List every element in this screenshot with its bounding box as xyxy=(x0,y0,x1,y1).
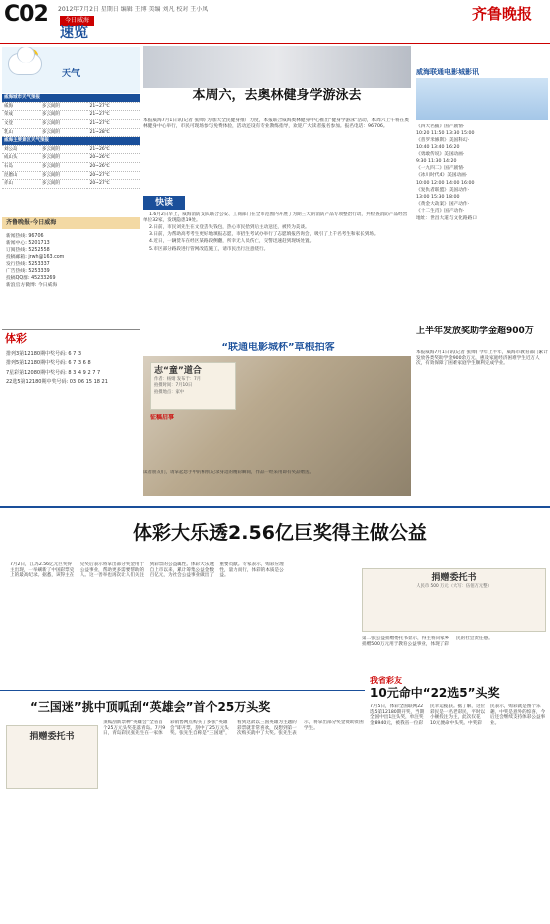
news-item: 3.日前，为帮助高考考生更好地填报志愿，市招生考试办举行了志愿填报咨询会，吸引了上千名考生和家长到场。 xyxy=(149,232,379,238)
schedule-line: 《一九四二》国产剧情· xyxy=(416,166,465,172)
city-weather-title: 威海城市天气预报 xyxy=(2,94,140,102)
contact-line: 投稿邮箱: jrwh@163.com xyxy=(6,254,65,260)
section-title: 速览 xyxy=(60,25,88,41)
contact-line: 投稿QQ群: 45233269 xyxy=(6,275,56,281)
lottery-body: 7月2日，江苏2.56亿元巨奖得主出现，一举刷新了中国彩票史上的最高纪录。据悉，该得主在兑奖后表示将拿出部分奖金用于公益事业，帮助更多需要帮助的人。这一善举也再次让人们关注到彩票的公益属性。体彩大乐透自上市以来，累计筹集公益金数百亿元，为社会公益事业做出了重要贡献。专家表示，购彩应理性，量力而行，体彩的本质是公益。 xyxy=(10,562,284,579)
cheque-title: 捐赠委托书 xyxy=(29,732,75,742)
today-weihai-tag: 今日威海 xyxy=(60,16,94,26)
news-item: 5.市区部分路段进行管网改造施工，请市民出行注意绕行。 xyxy=(149,246,269,252)
table-row: 成山头 多云间阴 20~26℃ xyxy=(2,154,140,163)
table-row: 昆嵛山 多云间阴 20~27℃ xyxy=(2,171,140,180)
contact-line: 新浪官方微博: 今日威海 xyxy=(6,282,58,288)
scholarship-body: 本报威海7月1日讯(记者 张帅) 今年上半年，威海市教育部门累计发放各类奖助学金900余万元，惠及家庭经济困难学生近万人次，有效保障了困难家庭学生顺利完成学业。 xyxy=(416,350,548,367)
news-item: 2.日前，市民刘先生在文登丢失钱包，热心市民拾到后主动送还，被传为美谈。 xyxy=(149,224,310,230)
photo-contest-title: “联通电影城杯”草根拍客 xyxy=(221,342,335,353)
schedule-line: 13:00 15:30 18:00 xyxy=(416,194,460,200)
page-header xyxy=(0,0,550,44)
cinema-schedule xyxy=(416,124,548,324)
photo-card-line: 拍摄地点：家中 xyxy=(154,389,185,395)
quick-read-tag: 快读 xyxy=(143,196,185,210)
table-row: 乳山 多云间阴 21~28℃ xyxy=(2,128,140,137)
table-row: 文登 多云间阴 21~27℃ xyxy=(2,119,140,128)
news-item: 4.近日，一辆货车在经区某路段侧翻，所幸无人员伤亡，交警迅速赶到现场处置。 xyxy=(149,239,315,245)
photo-card-title: 志“童”道合 xyxy=(154,366,202,376)
lottery-item: 排列3第12180期中奖号码: 6 7 3 xyxy=(6,351,82,357)
schedule-line: 《复仇者联盟》美国动作· xyxy=(416,187,470,193)
cinema-title: 威海联通电影城影讯 xyxy=(416,68,479,76)
call-for-entries: 征稿启事 xyxy=(150,414,175,421)
table-row: 威海 多云间阴 21~27℃ xyxy=(2,102,140,111)
contact-line: 新闻热线: 96706 xyxy=(6,234,44,239)
scenic-weather-title: 威海主要景区天气预报 xyxy=(2,137,140,146)
schedule-line: 《十二生肖》国产动作· xyxy=(416,208,465,214)
lottery-item: 排列5第12180期中奖号码: 6 7 3 6 8 xyxy=(6,360,91,367)
table-row: 赤山 多云间阴 20~27℃ xyxy=(2,180,140,189)
edition-meta: 2012年7月2日 星期日 编辑 王博 美编 刘凡 校对 王小凤 xyxy=(58,6,209,13)
news-briefs xyxy=(143,212,411,340)
left-column xyxy=(2,47,140,487)
weather-label: 天气 xyxy=(62,69,81,79)
photo-card-line: 作者：杨婧 发布于：7月 xyxy=(154,377,202,382)
contact-line: 新闻中心: 5201713 xyxy=(6,240,50,246)
contact-line: 订阅热线: 5252558 xyxy=(6,247,50,253)
column-tag: 我省彩友 xyxy=(370,676,402,685)
contact-line: 广告热线: 5253339 xyxy=(6,268,50,274)
cloud-icon xyxy=(8,53,42,75)
lottery-title: 体彩 xyxy=(2,329,140,348)
cheque-line: 人民币 500 万元（大写：伍佰万元整） xyxy=(416,584,492,589)
jackpot-headline: 10元命中“22选5”头奖 xyxy=(370,686,500,700)
schedule-line: 10:40 13:40 16:20 xyxy=(416,145,460,151)
schedule-line: 地址：世昌大道与文化路路口 xyxy=(416,215,477,221)
main-body: 本报威海7月1日讯(记者 张帅) 为加大全民健身推广力度，本报联合威海奥林健身中心推出“健身学游泳”活动，本周六上午将在奥林健身中心举行，市民可现场参与免费体验，活动还设有专业教练指导，欢迎广大读者报名参加。报名电话：96706。 xyxy=(143,118,409,129)
three-kingdoms-headline: “三国迷”挑中顶呱刮“英雄会”首个25万头奖 xyxy=(30,700,271,714)
lottery-item: 22选5第12180期中奖号码: 03 06 15 18 21 xyxy=(6,378,108,385)
contact-title: 齐鲁晚报·今日威海 xyxy=(2,217,140,229)
section-divider xyxy=(0,506,550,508)
photo-card-line: 拍摄时间：7月10日 xyxy=(154,383,193,389)
main-headline: 本周六，去奥林健身学游泳去 xyxy=(192,88,362,103)
swimming-photo xyxy=(143,46,411,88)
schedule-line: 《普罗米修斯》美国科幻· xyxy=(416,138,470,144)
table-row: 荣成 多云间阴 21~27℃ xyxy=(2,111,140,120)
schedule-line: 10:20 11:50 13:30 15:00 xyxy=(416,131,475,137)
photo-card xyxy=(150,362,236,410)
brand-logo: 齐鲁晚报 xyxy=(472,6,533,22)
schedule-line: 《冰川时代4》美国动画· xyxy=(416,173,468,179)
news-item: 1.6月2日早上，威海消防支队联合公安、工商部门在全市范围内开展了为期三天的消防产品专项整治行动，共检查消防产品经营单位32家，发现隐患19处。 xyxy=(143,212,408,223)
schedule-line: 《勇敢传说》美国动画· xyxy=(416,152,465,158)
weather-header xyxy=(2,47,140,93)
donation-cheque xyxy=(362,568,546,632)
three-kingdoms-body: 顶呱刮新票种“英雄会”全省首个25万元头奖花落青岛。7月9日，青岛彩民张先生在一家体彩销售网点购买了多张“英雄会”即开票，刮中了25万元头奖。张先生自称是“三国迷”，看到这款以三国英雄为主题的彩票就非常喜欢，没想到第一次购买就中了大奖。张先生表示，将拿出部分奖金资助贫困学生。 xyxy=(103,720,364,737)
schedule-line: 《黄金大劫案》国产动作· xyxy=(416,201,470,207)
section-divider xyxy=(0,690,365,691)
lottery-headline: 体彩大乐透2.56亿巨奖得主做公益 xyxy=(133,522,427,544)
schedule-line: 10:00 12:00 14:00 16:00 xyxy=(416,180,475,186)
scholarship-headline: 上半年发放奖助学金超900万 xyxy=(416,326,534,336)
page-number: C02 xyxy=(4,4,48,26)
jackpot-body: 7月5日，体彩全国联网22选5第12180期开奖，当期全国中出1注头奖，单注奖金8940元，被我省一位彩民幸运揽获。据了解，这位彩民是一名老彩民，平时以小额投注为主，此次仅花10元便命中头奖。中奖彩民表示，购彩就是图个乐趣，中奖是意外的惊喜，今后还会继续支持体彩公益事业。 xyxy=(370,704,546,727)
city-weather-table xyxy=(2,94,140,189)
schedule-line: 《四大名捕》国产剧情· xyxy=(416,124,465,129)
cheque-title: 捐赠委托书 xyxy=(431,573,477,583)
photo-description: 读者朋友们，请拿起您手中的相机记录身边的精彩瞬间，作品一经采用即有奖品赠送。 xyxy=(143,470,314,475)
contact-list xyxy=(2,233,140,290)
lottery-results xyxy=(2,329,140,388)
lottery-item: 7星彩第12080期中奖号码: 8 3 4 9 2 7 7 xyxy=(6,369,101,376)
donation-cheque-2 xyxy=(6,725,98,789)
table-row: 石岛 多云间阴 20~26℃ xyxy=(2,163,140,172)
cheque-description: 第二张公益捐赠委托书显示，得主将向家乡捐赠500万元用于教育公益事业，体现了彩民的社会责任感。 xyxy=(362,636,493,647)
contact-line: 发行热线: 5253337 xyxy=(6,261,50,267)
table-row: 刘公岛 多云间阴 21~26℃ xyxy=(2,145,140,154)
schedule-line: 9:30 11:30 14:20 xyxy=(416,159,457,165)
cinema-photo xyxy=(416,78,548,120)
